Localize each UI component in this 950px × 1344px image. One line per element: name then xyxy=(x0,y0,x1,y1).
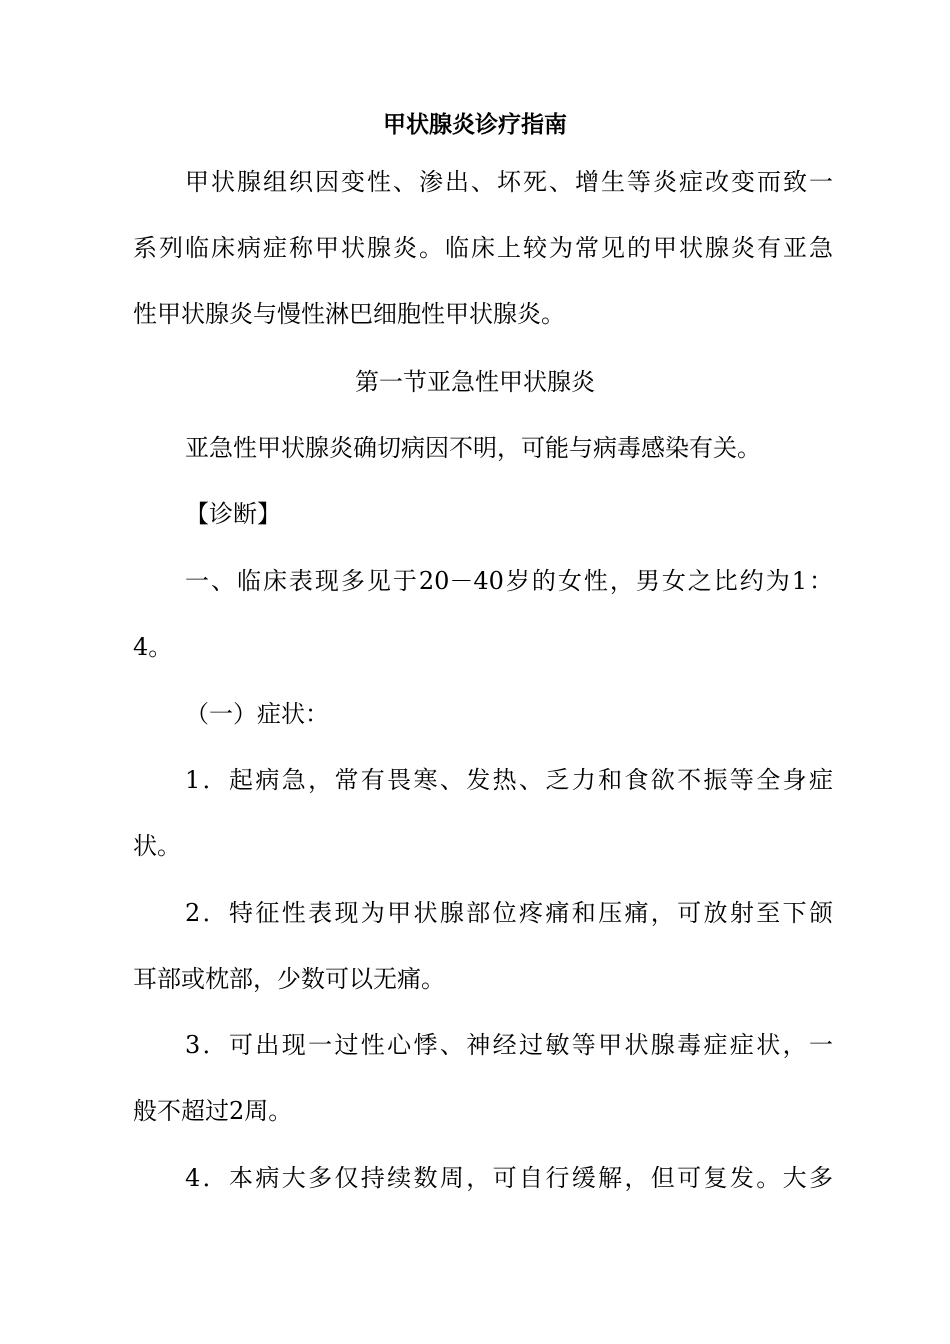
diagnosis-heading: 【诊断】 xyxy=(185,500,281,528)
paragraph-intro-line-2: 系列临床病症称甲状腺炎。临床上较为常见的甲状腺炎有亚急 xyxy=(133,234,833,262)
clinical-presentation-line-2: 4。 xyxy=(133,633,173,661)
symptom-3-line-2: 般不超过2周。 xyxy=(133,1097,293,1125)
symptom-1-line-2: 状。 xyxy=(133,832,181,860)
paragraph-intro-line-3: 性甲状腺炎与慢性淋巴细胞性甲状腺炎。 xyxy=(133,300,565,328)
symptom-2-line-1: 2．特征性表现为甲状腺部位疼痛和压痛，可放射至下颌 xyxy=(185,899,833,927)
symptoms-heading: （一）症状： xyxy=(185,700,329,728)
paragraph-cause: 亚急性甲状腺炎确切病因不明，可能与病毒感染有关。 xyxy=(185,434,761,462)
symptom-4-line-1: 4．本病大多仅持续数周，可自行缓解，但可复发。大多 xyxy=(185,1164,833,1192)
clinical-presentation-line-1: 一、临床表现多见于20－40岁的女性，男女之比约为1： xyxy=(185,567,833,595)
paragraph-intro-line-1: 甲状腺组织因变性、渗出、坏死、增生等炎症改变而致一 xyxy=(185,168,833,196)
symptom-2-line-2: 耳部或枕部，少数可以无痛。 xyxy=(133,965,445,993)
section-heading: 第一节亚急性甲状腺炎 xyxy=(355,368,595,396)
symptom-1-line-1: 1．起病急，常有畏寒、发热、乏力和食欲不振等全身症 xyxy=(185,766,833,794)
document-title: 甲状腺炎诊疗指南 xyxy=(383,112,567,138)
symptom-3-line-1: 3．可出现一过性心悸、神经过敏等甲状腺毒症症状，一 xyxy=(185,1031,833,1059)
